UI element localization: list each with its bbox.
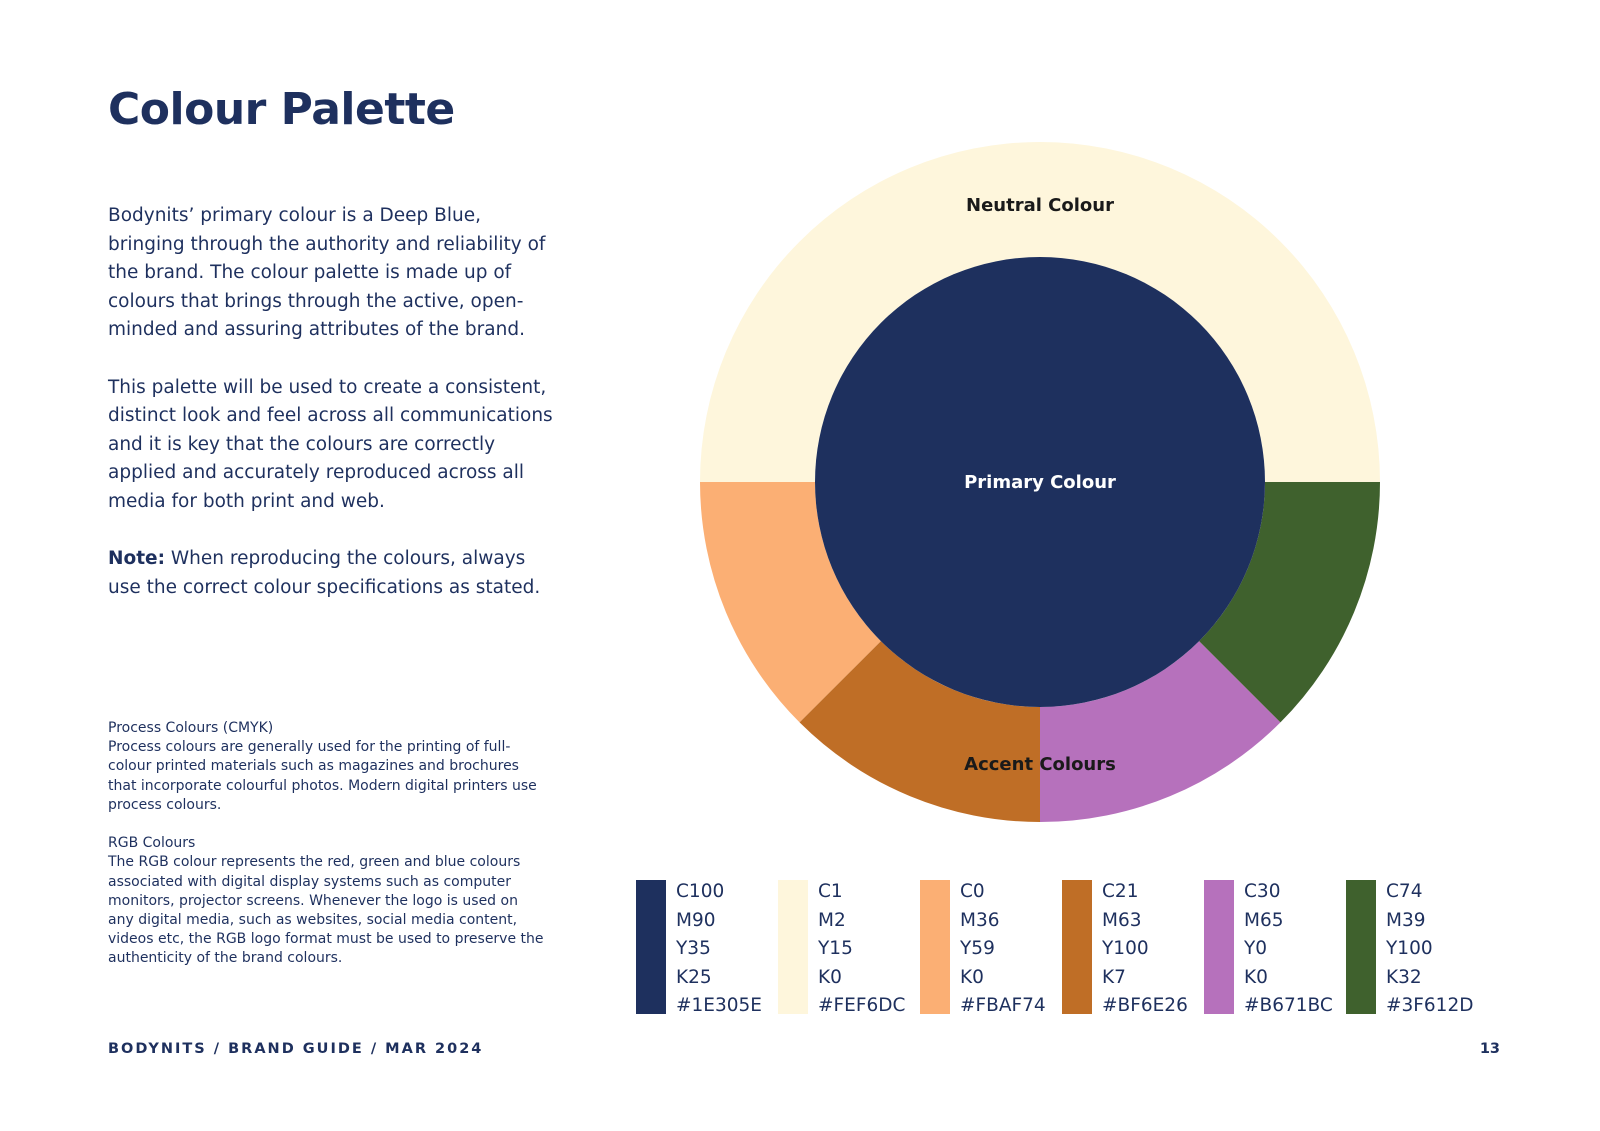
swatch-chip bbox=[920, 880, 950, 1014]
cmyk-y: Y35 bbox=[676, 938, 711, 960]
cmyk-k: K7 bbox=[1102, 966, 1126, 988]
accent-colours-label: Accent Colours bbox=[964, 754, 1116, 775]
cmyk-k: K25 bbox=[676, 966, 712, 988]
swatch-specs bbox=[818, 878, 905, 1021]
rgb-colours-heading: RGB Colours bbox=[108, 835, 196, 852]
intro-text bbox=[108, 202, 558, 631]
swatch-specs bbox=[1386, 878, 1473, 1021]
process-colours-block bbox=[108, 719, 548, 815]
swatch-chip bbox=[1204, 880, 1234, 1014]
intro-paragraph-1: Bodynits’ primary colour is a Deep Blue, bringing through the authority and reliability of the brand. The colour palette is made up of colours that brings through the active, open-minded and assuring attributes of the brand. bbox=[108, 205, 546, 341]
cmyk-m: M39 bbox=[1386, 909, 1426, 931]
swatch-chip bbox=[636, 880, 666, 1014]
swatch-chip bbox=[1346, 880, 1376, 1014]
page-title: Colour Palette bbox=[108, 84, 455, 135]
cmyk-m: M36 bbox=[960, 909, 1000, 931]
cmyk-k: K0 bbox=[1244, 966, 1268, 988]
cmyk-m: M90 bbox=[676, 909, 716, 931]
footer-brand-line: BODYNITS / BRAND GUIDE / MAR 2024 bbox=[108, 1041, 484, 1057]
cmyk-y: Y15 bbox=[818, 938, 853, 960]
cmyk-c: C21 bbox=[1102, 881, 1139, 902]
cmyk-c: C0 bbox=[960, 881, 985, 902]
cmyk-m: M2 bbox=[818, 909, 846, 931]
hex-code: #3F612D bbox=[1386, 995, 1474, 1017]
intro-paragraph-2: This palette will be used to create a consistent, distinct look and feel across all communications and it is key that the colours are correctly applied and accurately reproduced across all media for both print and web. bbox=[108, 376, 553, 512]
cmyk-k: K0 bbox=[960, 966, 984, 988]
swatch-chip bbox=[778, 880, 808, 1014]
cmyk-m: M65 bbox=[1244, 909, 1284, 931]
swatch-chip bbox=[1062, 880, 1092, 1014]
swatch-brown bbox=[1062, 880, 1197, 1017]
neutral-colour-label: Neutral Colour bbox=[966, 195, 1114, 216]
swatch-peach bbox=[920, 880, 1055, 1017]
colour-wheel bbox=[690, 132, 1390, 832]
cmyk-k: K32 bbox=[1386, 966, 1422, 988]
cmyk-c: C100 bbox=[676, 881, 725, 902]
cmyk-y: Y0 bbox=[1244, 938, 1268, 960]
cmyk-m: M63 bbox=[1102, 909, 1142, 931]
hex-code: #B671BC bbox=[1244, 995, 1333, 1017]
swatch-specs bbox=[1244, 878, 1333, 1021]
swatch-specs bbox=[676, 878, 762, 1021]
swatch-specs bbox=[1102, 878, 1188, 1021]
swatch-green bbox=[1346, 880, 1481, 1017]
primary-colour-label: Primary Colour bbox=[964, 472, 1116, 493]
swatch-purple bbox=[1204, 880, 1339, 1017]
cmyk-k: K0 bbox=[818, 966, 842, 988]
cmyk-y: Y100 bbox=[1102, 938, 1149, 960]
rgb-colours-text: The RGB colour represents the red, green and blue colours associated with digital display systems such as computer monitors, projector screens. Whenever the logo is used on any digital media, such as websites, social media content, videos etc, the RGB logo format must be used to preserve the authenticity of the brand colours. bbox=[108, 854, 544, 967]
colour-definitions bbox=[108, 719, 548, 988]
swatch-specs bbox=[960, 878, 1046, 1021]
swatch-deep-blue bbox=[636, 880, 771, 1017]
process-colours-text: Process colours are generally used for the printing of full-colour printed materials such as magazines and brochures that incorporate colourful photos. Modern digital printers use process colours. bbox=[108, 739, 537, 813]
cmyk-c: C74 bbox=[1386, 881, 1423, 902]
hex-code: #BF6E26 bbox=[1102, 995, 1188, 1017]
cmyk-y: Y100 bbox=[1386, 938, 1433, 960]
cmyk-c: C1 bbox=[818, 881, 843, 902]
cmyk-y: Y59 bbox=[960, 938, 995, 960]
note-label: Note: bbox=[108, 548, 165, 570]
page-number: 13 bbox=[1479, 1041, 1500, 1057]
process-colours-heading: Process Colours (CMYK) bbox=[108, 720, 274, 736]
swatch-cream bbox=[778, 880, 913, 1017]
rgb-colours-block bbox=[108, 834, 548, 968]
hex-code: #FEF6DC bbox=[818, 995, 906, 1017]
note-paragraph bbox=[108, 545, 558, 602]
note-text: When reproducing the colours, always use the correct colour specifications as stated. bbox=[108, 548, 541, 598]
colour-swatches bbox=[636, 880, 1516, 1015]
hex-code: #1E305E bbox=[676, 995, 762, 1017]
hex-code: #FBAF74 bbox=[960, 995, 1046, 1017]
cmyk-c: C30 bbox=[1244, 881, 1281, 902]
